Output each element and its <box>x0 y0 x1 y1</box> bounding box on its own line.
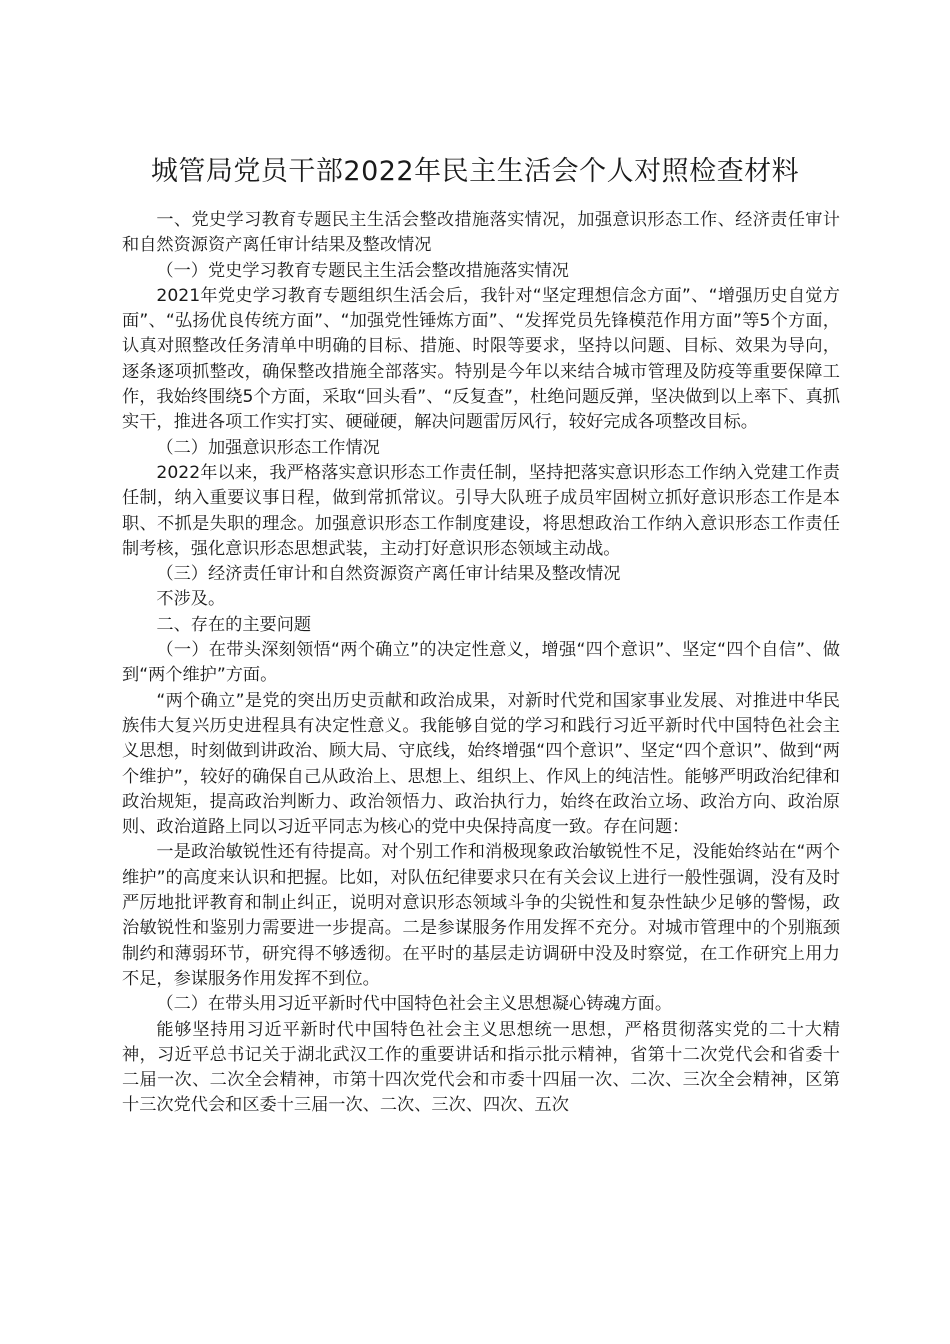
subsection-heading: （一）在带头深刻领悟“两个确立”的决定性意义，增强“四个意识”、坚定“四个自信”、做到“两个维护”方面。 <box>122 640 840 686</box>
document-title: 城管局党员干部2022年民主生活会个人对照检查材料 <box>150 156 800 187</box>
section-heading-2: 二、存在的主要问题 <box>156 614 312 635</box>
document-body <box>122 208 840 1119</box>
subsection-heading: （二）加强意识形态工作情况 <box>156 437 380 458</box>
body-paragraph: “两个确立”是党的突出历史贡献和政治成果，对新时代党和国家事业发展、对推进中华民族伟大复兴历史进程具有决定性意义。我能够自觉的学习和践行习近平新时代中国特色社会主义思想，时刻做到讲政治、顾大局、守底线，始终增强“四个意识”、坚定“四个意识”、做到“两个维护”，较好的确保自己从政治上、思想上、组织上、作风上的纯洁性。能够严明政治纪律和政治规矩，提高政治判断力、政治领悟力、政治执行力，始终在政治立场、政治方向、政治原则、政治道路上同以习近平同志为核心的党中央保持高度一致。存在问题： <box>122 690 840 838</box>
body-paragraph: 能够坚持用习近平新时代中国特色社会主义思想统一思想，严格贯彻落实党的二十大精神，习近平总书记关于湖北武汉工作的重要讲话和指示批示精神，省第十二次党代会和省委十二届一次、二次全会精神，市第十四次党代会和市委十四届一次、二次、三次全会精神，区第十三次党代会和区委十三届一次、二次、三次、四次、五次 <box>122 1019 840 1116</box>
body-paragraph: 2022年以来，我严格落实意识形态工作责任制，坚持把落实意识形态工作纳入党建工作责任制，纳入重要议事日程，做到常抓常议。引导大队班子成员牢固树立抓好意识形态工作是本职、不抓是失职的理念。加强意识形态工作制度建设，将思想政治工作纳入意识形态工作责任制考核，强化意识形态思想武装，主动打好意识形态领域主动战。 <box>122 462 840 559</box>
subsection-heading: （一）党史学习教育专题民主生活会整改措施落实情况 <box>156 260 569 281</box>
body-paragraph: 一是政治敏锐性还有待提高。对个别工作和消极现象政治敏锐性不足，没能始终站在“两个维护”的高度来认识和把握。比如，对队伍纪律要求只在有关会议上进行一般性强调，没有及时严厉地批评教育和制止纠正，说明对意识形态领域斗争的尖锐性和复杂性缺少足够的警惕，政治敏锐性和鉴别力需要进一步提高。二是参谋服务作用发挥不充分。对城市管理中的个别瓶颈制约和薄弱环节，研究得不够透彻。在平时的基层走访调研中没及时察觉，在工作研究上用力不足，参谋服务作用发挥不到位。 <box>122 842 840 989</box>
section-heading-1: 一、党史学习教育专题民主生活会整改措施落实情况，加强意识形态工作、经济责任审计和自然资源资产离任审计结果及整改情况 <box>122 210 840 256</box>
body-paragraph: 不涉及。 <box>156 589 226 610</box>
subsection-heading: （三）经济责任审计和自然资源资产离任审计结果及整改情况 <box>156 564 621 585</box>
subsection-heading: （二）在带头用习近平新时代中国特色社会主义思想凝心铸魂方面。 <box>156 994 673 1015</box>
body-paragraph: 2021年党史学习教育专题组织生活会后，我针对“坚定理想信念方面”、“增强历史自觉方面”、“弘扬优良传统方面”、“加强党性锤炼方面”、“发挥党员先锋模范作用方面”等5个方面，认真对照整改任务清单中明确的目标、措施、时限等要求，坚持以问题、目标、效果为导向，逐条逐项抓整改，确保整改措施全部落实。特别是今年以来结合城市管理及防疫等重要保障工作，我始终围绕5个方面，采取“回头看”、“反复查”，杜绝问题反弹，坚决做到以上率下、真抓实干，推进各项工作实打实、硬碰硬，解决问题雷厉风行，较好完成各项整改目标。 <box>122 285 840 433</box>
